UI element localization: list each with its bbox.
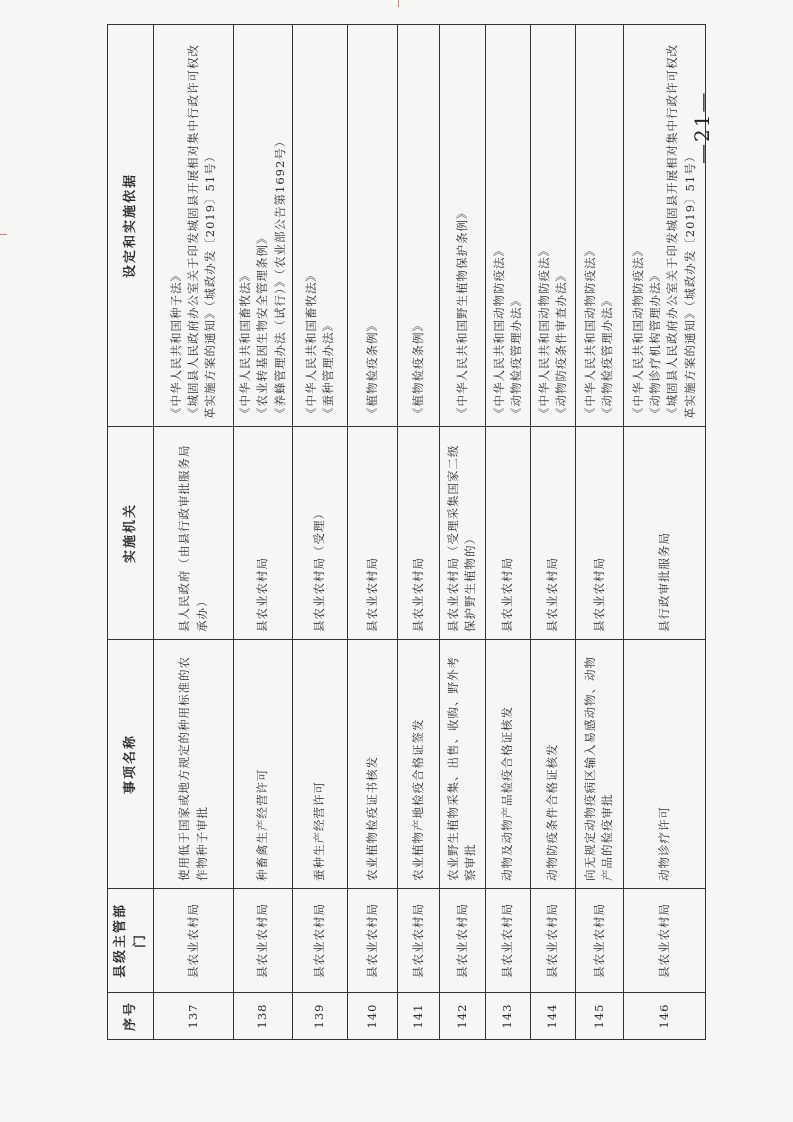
row-basis bbox=[485, 25, 530, 427]
basis-law: 《中华人民共和国动物防疫法》 bbox=[630, 244, 645, 419]
basis-law: 《植物检疫条例》 bbox=[410, 319, 425, 419]
basis-law: 《中华人民共和国动物防疫法》 bbox=[536, 244, 551, 419]
basis-law: 《中华人民共和国畜牧法》 bbox=[303, 269, 318, 419]
row-serial-no: 137 bbox=[154, 993, 234, 1040]
row-item-name: 蚕种生产经营许可 bbox=[292, 640, 347, 889]
table-row bbox=[397, 25, 439, 1040]
row-agency: 县农业农村局 bbox=[485, 427, 530, 640]
table-row bbox=[623, 25, 705, 1040]
row-agency: 县行政审批服务局 bbox=[623, 427, 705, 640]
row-basis bbox=[292, 25, 347, 427]
table-row bbox=[154, 25, 234, 1040]
row-agency: 县人民政府（由县行政审批服务局承办） bbox=[154, 427, 234, 640]
basis-law: 《养蜂管理办法（试行）》（农业部公告第1692号） bbox=[272, 134, 287, 419]
row-basis bbox=[530, 25, 575, 427]
row-serial-no: 140 bbox=[347, 993, 397, 1040]
administrative-licensing-table bbox=[107, 24, 706, 1040]
row-item-name: 动物诊疗许可 bbox=[623, 640, 705, 889]
table-row bbox=[234, 25, 293, 1040]
row-dept: 县农业农村局 bbox=[292, 889, 347, 993]
row-agency: 县农业农村局 bbox=[575, 427, 623, 640]
basis-law: 《中华人民共和国动物防疫法》 bbox=[583, 244, 597, 419]
basis-law: 《动物检疫管理办法》 bbox=[508, 294, 523, 419]
row-serial-no: 138 bbox=[234, 993, 293, 1040]
table-header-row bbox=[108, 25, 154, 1040]
row-dept: 县农业农村局 bbox=[485, 889, 530, 993]
table-row bbox=[530, 25, 575, 1040]
row-item-name: 种畜禽生产经营许可 bbox=[234, 640, 293, 889]
header-serial-no: 序号 bbox=[108, 993, 154, 1040]
row-item-name: 农业野生植物采集、出售、收购、野外考察审批 bbox=[439, 640, 485, 889]
row-serial-no: 145 bbox=[575, 993, 623, 1040]
row-dept: 县农业农村局 bbox=[347, 889, 397, 993]
row-serial-no: 142 bbox=[439, 993, 485, 1040]
row-agency: 县农业农村局 bbox=[234, 427, 293, 640]
table-row bbox=[485, 25, 530, 1040]
row-dept: 县农业农村局 bbox=[575, 889, 623, 993]
row-serial-no: 144 bbox=[530, 993, 575, 1040]
table-row bbox=[439, 25, 485, 1040]
row-agency: 县农业农村局 bbox=[397, 427, 439, 640]
basis-law: 《动物诊疗机构管理办法》 bbox=[648, 269, 662, 419]
header-agency: 实施机关 bbox=[108, 427, 154, 640]
basis-law: 《中华人民共和国野生植物保护条例》 bbox=[454, 206, 469, 419]
row-agency: 县农业农村局 bbox=[530, 427, 575, 640]
basis-law: 《中华人民共和国动物防疫法》 bbox=[491, 244, 506, 419]
basis-law: 《植物检疫条例》 bbox=[364, 319, 379, 419]
basis-law: 《城固县人民政府办公室关于印发城固县开展相对集中行政许可权改革实施方案的通知》（城政办发〔2019〕51号） bbox=[185, 44, 218, 419]
row-dept: 县农业农村局 bbox=[623, 889, 705, 993]
row-item-name: 农业植物产地检疫合格证签发 bbox=[397, 640, 439, 889]
row-basis bbox=[439, 25, 485, 427]
basis-law: 《动物防疫条件审查办法》 bbox=[553, 269, 568, 419]
table-row bbox=[292, 25, 347, 1040]
row-basis bbox=[154, 25, 234, 427]
header-dept: 县级主管部门 bbox=[108, 889, 154, 993]
row-item-name: 向无规定动物疫病区输入易感动物、动物产品的检疫审批 bbox=[575, 640, 623, 889]
row-item-name: 农业植物检疫证书核发 bbox=[347, 640, 397, 889]
row-dept: 县农业农村局 bbox=[234, 889, 293, 993]
row-basis bbox=[234, 25, 293, 427]
row-item-name: 动物及动物产品检疫合格证核发 bbox=[485, 640, 530, 889]
row-basis bbox=[347, 25, 397, 427]
row-basis bbox=[575, 25, 623, 427]
row-agency: 县农业农村局（受理） bbox=[292, 427, 347, 640]
row-item-name: 动物防疫条件合格证核发 bbox=[530, 640, 575, 889]
row-serial-no: 146 bbox=[623, 993, 705, 1040]
header-item-name: 事项名称 bbox=[108, 640, 154, 889]
basis-law: 《农业转基因生物安全管理条例》 bbox=[255, 231, 270, 419]
row-dept: 县农业农村局 bbox=[154, 889, 234, 993]
row-agency: 县农业农村局 bbox=[347, 427, 397, 640]
table-row bbox=[347, 25, 397, 1040]
basis-law: 《城固县人民政府办公室关于印发城固县开展相对集中行政许可权改革实施方案的通知》（城政办发〔2019〕51号） bbox=[665, 44, 697, 419]
row-dept: 县农业农村局 bbox=[439, 889, 485, 993]
basis-law: 《中华人民共和国畜牧法》 bbox=[238, 269, 252, 419]
row-serial-no: 141 bbox=[397, 993, 439, 1040]
header-basis: 设定和实施依据 bbox=[108, 25, 154, 427]
page-number: —21— bbox=[690, 90, 714, 164]
basis-law: 《蚕种管理办法》 bbox=[320, 319, 335, 419]
row-dept: 县农业农村局 bbox=[530, 889, 575, 993]
basis-law: 《动物检疫管理办法》 bbox=[600, 294, 615, 419]
row-item-name: 使用低于国家或地方规定的种用标准的农作物种子审批 bbox=[154, 640, 234, 889]
basis-law: 《中华人民共和国种子法》 bbox=[168, 269, 183, 419]
table-row bbox=[575, 25, 623, 1040]
row-serial-no: 143 bbox=[485, 993, 530, 1040]
row-dept: 县农业农村局 bbox=[397, 889, 439, 993]
row-basis bbox=[623, 25, 705, 427]
row-basis bbox=[397, 25, 439, 427]
row-serial-no: 139 bbox=[292, 993, 347, 1040]
row-agency: 县农业农村局（受理采集国家二级保护野生植物的） bbox=[439, 427, 485, 640]
